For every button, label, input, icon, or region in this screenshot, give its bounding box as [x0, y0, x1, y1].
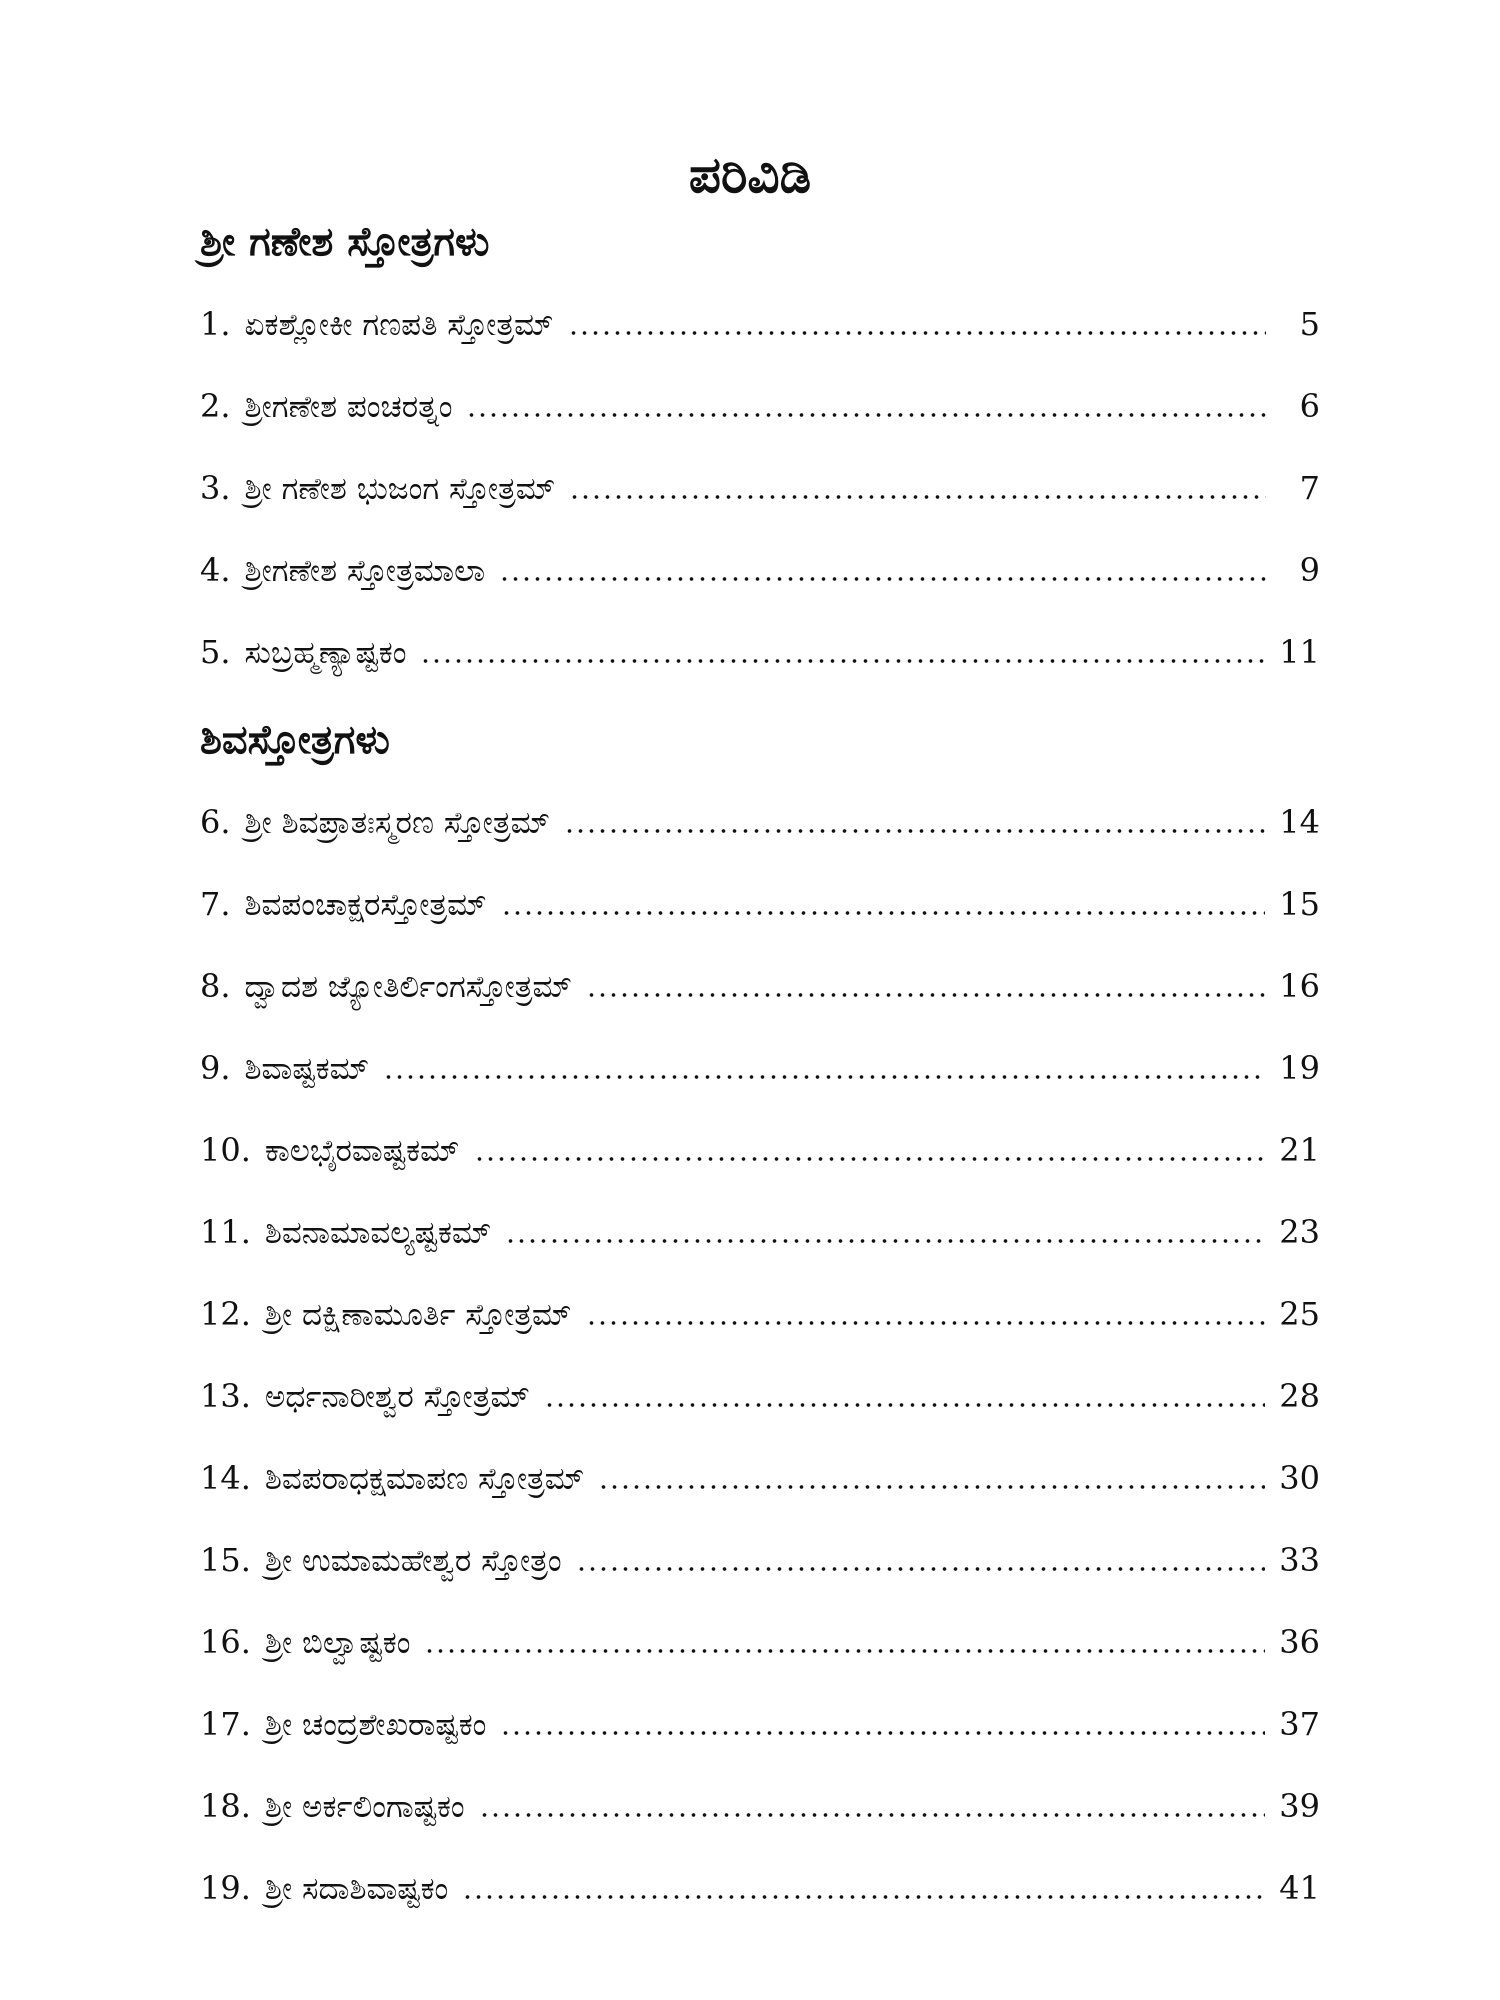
toc-entry[interactable] — [200, 624, 1320, 680]
dot-leader — [466, 411, 1266, 419]
toc-entry[interactable] — [200, 460, 1320, 516]
toc-entry-number: 3. — [200, 469, 231, 507]
toc-entry-page: 23 — [1279, 1213, 1320, 1251]
toc-entry[interactable] — [200, 794, 1320, 850]
toc-entry-title: ಶ್ರೀ ಸದಾಶಿವಾಷ್ಟಕಂ — [264, 1871, 449, 1907]
toc-entry-number: 18. — [200, 1787, 251, 1825]
toc-entry-title: ಸುಬ್ರಹ್ಮಣ್ಯಾಷ್ಟಕಂ — [244, 635, 407, 671]
toc-entry-title: ಶಿವಪಂಚಾಕ್ಷರಸ್ತೋತ್ರಮ್ — [244, 887, 487, 923]
toc-entry[interactable] — [200, 1696, 1320, 1752]
toc-entry-number: 12. — [200, 1295, 251, 1333]
toc-entry-number: 10. — [200, 1131, 251, 1169]
toc-entry-page: 7 — [1299, 469, 1320, 507]
toc-entry-title: ಕಾಲಭೈರವಾಷ್ಟಕಮ್ — [264, 1133, 460, 1169]
toc-entry-title: ಏಕಶ್ಲೋಕೀ ಗಣಪತಿ ಸ್ತೋತ್ರಮ್ — [244, 307, 554, 343]
toc-entry-page: 25 — [1279, 1295, 1320, 1333]
dot-leader — [501, 909, 1266, 917]
toc-entry[interactable] — [200, 1532, 1320, 1588]
toc-entry[interactable] — [200, 1368, 1320, 1424]
toc-entry-number: 19. — [200, 1869, 251, 1907]
toc-entry-page: 5 — [1299, 305, 1320, 343]
toc-entry-page: 15 — [1279, 885, 1320, 923]
toc-entry-title: ಶ್ರೀ ಬಿಲ್ವಾಷ್ಟಕಂ — [264, 1625, 411, 1661]
toc-entry[interactable] — [200, 1778, 1320, 1834]
toc-entry-page: 33 — [1279, 1541, 1320, 1579]
dot-leader — [474, 1155, 1266, 1163]
toc-entry-number: 5. — [200, 633, 231, 671]
dot-leader — [569, 493, 1266, 501]
toc-entry-number: 14. — [200, 1459, 251, 1497]
toc-entry-title: ಅರ್ಧನಾರೀಶ್ವರ ಸ್ತೋತ್ರಮ್ — [264, 1379, 530, 1415]
toc-entry[interactable] — [200, 1040, 1320, 1096]
toc-entry-title: ಶ್ರೀಗಣೇಶ ಪಂಚರತ್ನಂ — [244, 389, 453, 425]
toc-entry-page: 16 — [1279, 967, 1320, 1005]
dot-leader — [462, 1893, 1265, 1901]
toc-entry-page: 37 — [1279, 1705, 1320, 1743]
dot-leader — [420, 657, 1265, 665]
dot-leader — [586, 1319, 1266, 1327]
toc-entry-page: 6 — [1299, 387, 1320, 425]
toc-entry-title: ಶಿವಾಷ್ಟಕಮ್ — [244, 1051, 370, 1087]
toc-entry-title: ದ್ವಾದಶ ಜ್ಯೋತಿರ್ಲಿಂಗಸ್ತೋತ್ರಮ್ — [244, 969, 573, 1005]
dot-leader — [576, 1565, 1266, 1573]
toc-entry-page: 11 — [1279, 633, 1320, 671]
toc-entry-page: 28 — [1279, 1377, 1320, 1415]
toc-entry[interactable] — [200, 296, 1320, 352]
toc-entry-number: 8. — [200, 967, 231, 1005]
section-heading-ganesha: ಶ್ರೀ ಗಣೇಶ ಸ್ತೋತ್ರಗಳು — [200, 219, 490, 265]
toc-entry-number: 16. — [200, 1623, 251, 1661]
toc-entry-title: ಶಿವನಾಮಾವಲ್ಯಷ್ಟಕಮ್ — [264, 1215, 492, 1251]
toc-entry-page: 39 — [1279, 1787, 1320, 1825]
dot-leader — [383, 1073, 1265, 1081]
dot-leader — [500, 1729, 1265, 1737]
toc-entry-title: ಶ್ರೀಗಣೇಶ ಸ್ತೋತ್ರಮಾಲಾ — [244, 553, 486, 589]
toc-entry[interactable] — [200, 1450, 1320, 1506]
toc-entry-number: 6. — [200, 803, 231, 841]
toc-entry-page: 9 — [1299, 551, 1320, 589]
toc-entry-title: ಶ್ರೀ ಅರ್ಕಲಿಂಗಾಷ್ಟಕಂ — [264, 1789, 465, 1825]
dot-leader — [586, 991, 1265, 999]
dot-leader — [505, 1237, 1265, 1245]
toc-entry-number: 15. — [200, 1541, 251, 1579]
toc-entry-number: 7. — [200, 885, 231, 923]
dot-leader — [598, 1483, 1265, 1491]
toc-entry-number: 9. — [200, 1049, 231, 1087]
toc-entry-title: ಶ್ರೀ ಶಿವಪ್ರಾತಃಸ್ಮರಣ ಸ್ತೋತ್ರಮ್ — [244, 805, 551, 841]
toc-entry[interactable] — [200, 1860, 1320, 1916]
toc-entry[interactable] — [200, 1122, 1320, 1178]
toc-entry-number: 2. — [200, 387, 231, 425]
toc-entry[interactable] — [200, 876, 1320, 932]
toc-entry-title: ಶ್ರೀ ಗಣೇಶ ಭುಜಂಗ ಸ್ತೋತ್ರಮ್ — [244, 471, 556, 507]
section-heading-shiva: ಶಿವಸ್ತೋತ್ರಗಳು — [200, 717, 390, 763]
dot-leader — [564, 827, 1265, 835]
dot-leader — [544, 1401, 1265, 1409]
toc-entry[interactable] — [200, 1204, 1320, 1260]
toc-entry-page: 30 — [1279, 1459, 1320, 1497]
toc-entry[interactable] — [200, 1286, 1320, 1342]
toc-entry[interactable] — [200, 378, 1320, 434]
toc-entry-title: ಶ್ರೀ ದಕ್ಷಿಣಾಮೂರ್ತಿ ಸ್ತೋತ್ರಮ್ — [264, 1297, 572, 1333]
toc-entry-title: ಶ್ರೀ ಉಮಾಮಹೇಶ್ವರ ಸ್ತೋತ್ರಂ — [264, 1543, 562, 1579]
dot-leader — [479, 1811, 1266, 1819]
toc-entry-title: ಶಿವಪರಾಧಕ್ಷಮಾಪಣ ಸ್ತೋತ್ರಮ್ — [264, 1461, 585, 1497]
toc-entry-page: 14 — [1279, 803, 1320, 841]
toc-entry[interactable] — [200, 1614, 1320, 1670]
dot-leader — [568, 329, 1266, 337]
toc-entry-title: ಶ್ರೀ ಚಂದ್ರಶೇಖರಾಷ್ಟಕಂ — [264, 1707, 487, 1743]
toc-entry-page: 41 — [1279, 1869, 1320, 1907]
toc-entry-number: 11. — [200, 1213, 251, 1251]
toc-entry-number: 1. — [200, 305, 231, 343]
toc-entry-page: 36 — [1279, 1623, 1320, 1661]
toc-entry[interactable] — [200, 958, 1320, 1014]
toc-entry-page: 19 — [1279, 1049, 1320, 1087]
page-title: ಪರಿವಿಡಿ — [688, 146, 812, 204]
dot-leader — [499, 575, 1266, 583]
toc-entry[interactable] — [200, 542, 1320, 598]
toc-entry-number: 13. — [200, 1377, 251, 1415]
toc-entry-page: 21 — [1279, 1131, 1320, 1169]
toc-entry-number: 17. — [200, 1705, 251, 1743]
toc-entry-number: 4. — [200, 551, 231, 589]
dot-leader — [424, 1647, 1265, 1655]
